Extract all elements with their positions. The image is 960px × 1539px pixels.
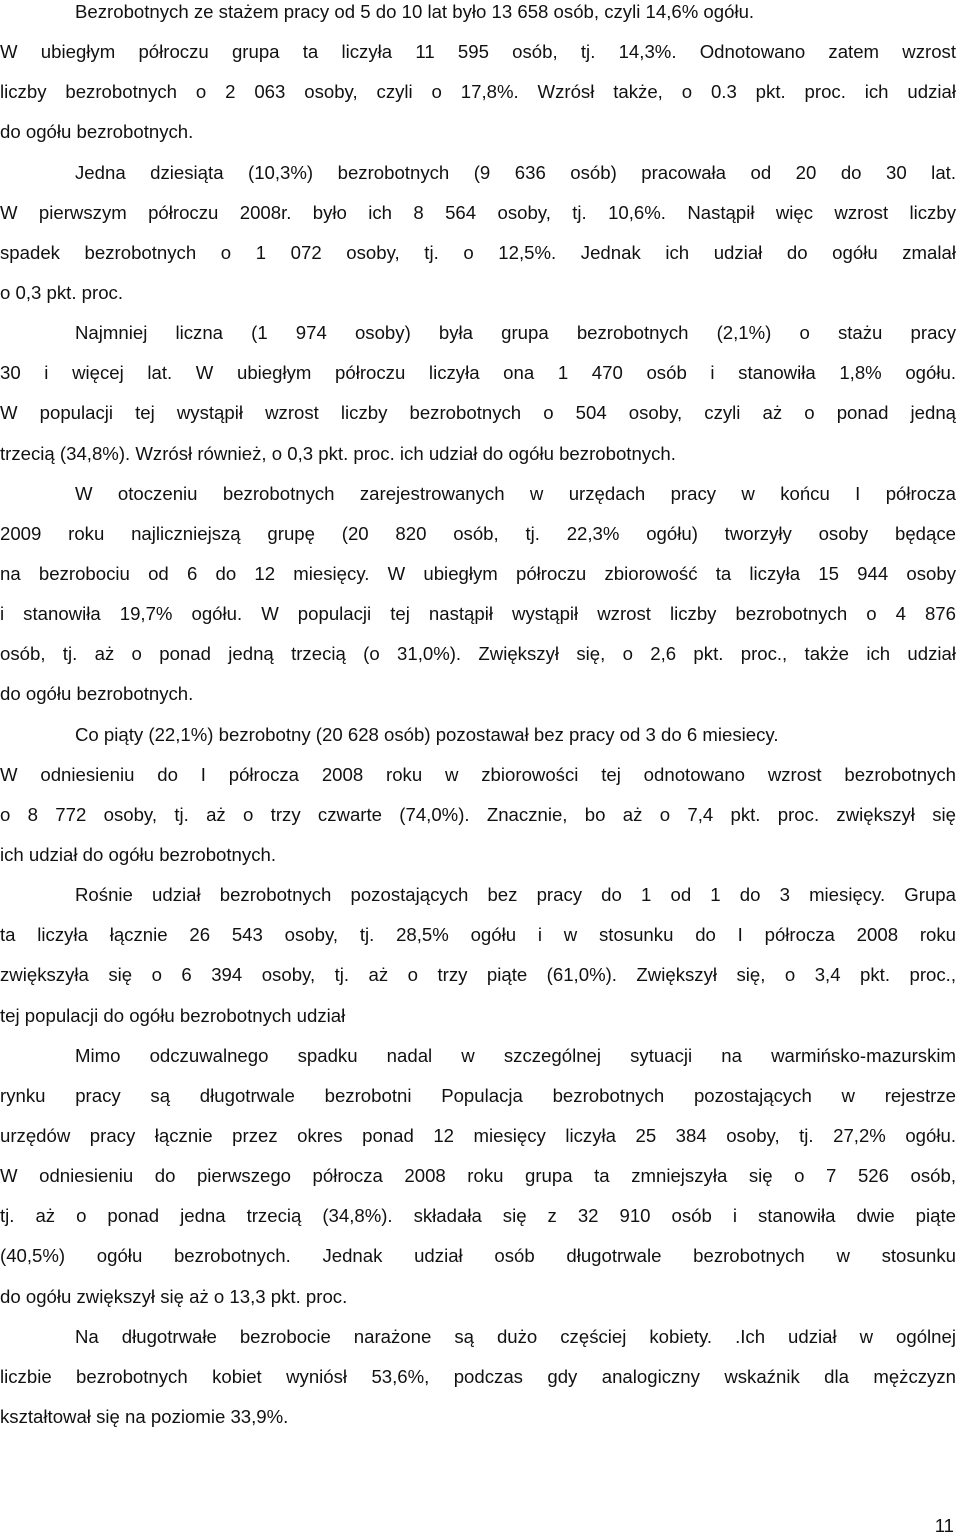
paragraph bbox=[0, 1317, 956, 1437]
text-line: W ubiegłym półroczu grupa ta liczyła 11 595 osób, tj. 14,3%. Odnotowano zatem wzrost bbox=[0, 41, 956, 63]
text-line: zwiększyła się o 6 394 osoby, tj. aż o trzy piąte (61,0%). Zwiększył się, o 3,4 pkt. proc., bbox=[0, 964, 956, 986]
text-line: Mimo odczuwalnego spadku nadal w szczególnej sytuacji na warmińsko-mazurskim bbox=[75, 1044, 956, 1066]
paragraph bbox=[0, 875, 956, 1036]
text-line: rynku pracy są długotrwale bezrobotni Populacja bezrobotnych pozostających w rejestrze bbox=[0, 1084, 956, 1106]
text-line: 2009 roku najliczniejszą grupę (20 820 osób, tj. 22,3% ogółu) tworzyły osoby będące bbox=[0, 522, 956, 544]
text-line: Rośnie udział bezrobotnych pozostających bez pracy do 1 od 1 do 3 miesięcy. Grupa bbox=[75, 884, 956, 906]
text-line: na bezrobociu od 6 do 12 miesięcy. W ubiegłym półroczu zbiorowość ta liczyła 15 944 osoby bbox=[0, 562, 956, 584]
text-line: W odniesieniu do pierwszego półrocza 2008 roku grupa ta zmniejszyła się o 7 526 osób, bbox=[0, 1165, 956, 1187]
text-line: (40,5%) ogółu bezrobotnych. Jednak udział osób długotrwale bezrobotnych w stosunku bbox=[0, 1245, 956, 1267]
text-line: urzędów pracy łącznie przez okres ponad 12 miesięcy liczyła 25 384 osoby, tj. 27,2% ogółu. bbox=[0, 1124, 956, 1146]
text-line: 30 i więcej lat. W ubiegłym półroczu liczyła ona 1 470 osób i stanowiła 1,8% ogółu. bbox=[0, 362, 956, 384]
text-line: W pierwszym półroczu 2008r. było ich 8 564 osoby, tj. 10,6%. Nastąpił więc wzrost liczby bbox=[0, 201, 956, 223]
text-line: osób, tj. aż o ponad jedną trzecią (o 31,0%). Zwiększył się, o 2,6 pkt. proc., także ich udział bbox=[0, 643, 956, 665]
text-line: do ogółu bezrobotnych. bbox=[0, 121, 194, 143]
page-number: 11 bbox=[934, 1515, 954, 1536]
text-line: Jedna dziesiąta (10,3%) bezrobotnych (9 636 osób) pracowała od 20 do 30 lat. bbox=[75, 161, 956, 183]
text-line: do ogółu zwiększył się aż o 13,3 pkt. proc. bbox=[0, 1285, 348, 1307]
text-line: i stanowiła 19,7% ogółu. W populacji tej nastąpił wystąpił wzrost liczby bezrobotnych o 4 876 bbox=[0, 603, 956, 625]
paragraph bbox=[0, 0, 956, 153]
text-line: Na długotrwałe bezrobocie narażone są dużo częściej kobiety. .Ich udział w ogólnej bbox=[75, 1325, 956, 1347]
text-line: Najmniej liczna (1 974 osoby) była grupa bezrobotnych (2,1%) o stażu pracy bbox=[75, 322, 956, 344]
text-line: liczbie bezrobotnych kobiet wyniósł 53,6%, podczas gdy analogiczny wskaźnik dla mężczyzn bbox=[0, 1365, 956, 1387]
text-line: W otoczeniu bezrobotnych zarejestrowanych w urzędach pracy w końcu I półrocza bbox=[75, 482, 956, 504]
text-line: ta liczyła łącznie 26 543 osoby, tj. 28,5% ogółu i w stosunku do I półrocza 2008 roku bbox=[0, 924, 956, 946]
text-line: Bezrobotnych ze stażem pracy od 5 do 10 lat było 13 658 osób, czyli 14,6% ogółu. bbox=[75, 1, 755, 22]
text-line: o 0,3 pkt. proc. bbox=[0, 281, 123, 303]
text-line: ich udział do ogółu bezrobotnych. bbox=[0, 843, 276, 865]
text-line: Co piąty (22,1%) bezrobotny (20 628 osób) pozostawał bez pracy od 3 do 6 miesiecy. bbox=[75, 723, 779, 745]
text-line: kształtował się na poziomie 33,9%. bbox=[0, 1405, 289, 1427]
text-line: W odniesieniu do I półrocza 2008 roku w zbiorowości tej odnotowano wzrost bezrobotnych bbox=[0, 763, 956, 785]
paragraph bbox=[0, 153, 956, 314]
text-line: spadek bezrobotnych o 1 072 osoby, tj. o 12,5%. Jednak ich udział do ogółu zmalał bbox=[0, 241, 956, 263]
text-line: liczby bezrobotnych o 2 063 osoby, czyli o 17,8%. Wzrósł także, o 0.3 pkt. proc. ich udział bbox=[0, 81, 956, 103]
paragraph bbox=[0, 474, 956, 715]
text-line: W populacji tej wystąpił wzrost liczby bezrobotnych o 504 osoby, czyli aż o ponad jedną bbox=[0, 402, 956, 424]
paragraph bbox=[0, 715, 956, 876]
paragraph bbox=[0, 1036, 956, 1317]
text-line: do ogółu bezrobotnych. bbox=[0, 683, 194, 705]
text-line: tj. aż o ponad jedna trzecią (34,8%). składała się z 32 910 osób i stanowiła dwie piąte bbox=[0, 1205, 956, 1227]
text-line: tej populacji do ogółu bezrobotnych udział bbox=[0, 1004, 346, 1026]
paragraph bbox=[0, 313, 956, 474]
text-line: trzecią (34,8%). Wzrósł również, o 0,3 pkt. proc. ich udział do ogółu bezrobotnych. bbox=[0, 442, 676, 464]
text-line: o 8 772 osoby, tj. aż o trzy czwarte (74,0%). Znacznie, bo aż o 7,4 pkt. proc. zwiększył się bbox=[0, 803, 956, 825]
